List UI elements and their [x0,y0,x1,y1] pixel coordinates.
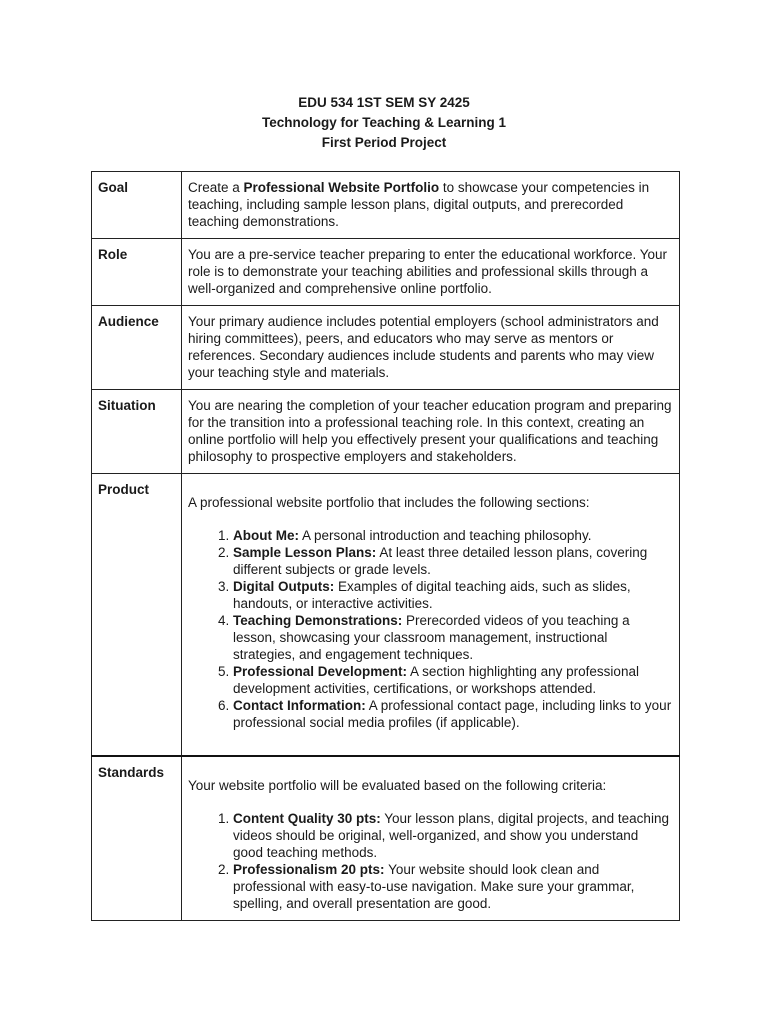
row-content-situation: You are nearing the completion of your teacher education program and preparing for the transition into a professional teaching role. In this context, creating an online portfolio will help you effectively present your qualifications and teaching philosophy to prospective employers and stakeholders. [182,390,680,474]
list-item-text: Examples of digital teaching aids, such as slides, handouts, or interactive activities. [233,579,631,611]
list-item-title: Sample Lesson Plans: [233,545,377,560]
course-code: EDU 534 1ST SEM SY 2425 [298,95,470,110]
table-row-product [92,474,680,757]
course-title: Technology for Teaching & Learning 1 [261,115,507,130]
goal-text-suffix: to showcase your competencies in teaching, including sample lesson plans, digital outputs, and prerecorded teaching demonstrations. [188,180,650,229]
row-label-product: Product [92,474,182,757]
standards-intro: Your website portfolio will be evaluated based on the following criteria: [188,778,607,793]
list-item [233,663,672,697]
table-row-situation [92,390,680,474]
row-label-role: Role [92,239,182,306]
list-item [233,861,672,912]
table-row-role [92,239,680,306]
list-item [233,697,672,731]
list-item-text: At least three detailed lesson plans, covering different subjects or grade levels. [233,545,648,577]
list-item-title: Content Quality 30 pts: [233,811,381,826]
goal-text-bold: Professional Website Portfolio [243,180,440,195]
row-content-product [182,474,680,757]
row-content-goal [182,172,680,239]
list-item-title: Teaching Demonstrations: [233,613,403,628]
list-item [233,810,672,861]
document-header [0,93,768,153]
table-row-standards [92,756,680,921]
list-item-title: About Me: [233,528,299,543]
product-intro: A professional website portfolio that includes the following sections: [188,495,590,510]
table-row-audience [92,306,680,390]
row-content-standards [182,756,680,921]
project-title: First Period Project [321,135,447,150]
list-item-title: Contact Information: [233,698,366,713]
row-content-role: You are a pre-service teacher preparing to enter the educational workforce. Your role is to demonstrate your teaching abilities and professional skills through a well-organized and comprehensive online portfolio. [182,239,680,306]
list-item-text: A section highlighting any professional development activities, certifications, or workshops attended. [233,664,639,696]
goal-text-prefix: Create a [188,180,244,195]
list-item [233,612,672,663]
row-label-situation: Situation [92,390,182,474]
list-item [233,527,672,544]
list-item-title: Professional Development: [233,664,408,679]
standards-criteria-list [188,810,672,912]
list-item-text: A professional contact page, including links to your professional social media profiles (if applicable). [233,698,672,730]
table-row-goal [92,172,680,239]
product-sections-list [188,527,672,731]
list-item [233,544,672,578]
row-label-audience: Audience [92,306,182,390]
grasps-table [91,171,680,921]
list-item [233,578,672,612]
list-item-title: Professionalism 20 pts: [233,862,385,877]
list-item-text: A personal introduction and teaching philosophy. [298,528,592,543]
list-item-text: Prerecorded videos of you teaching a lesson, showcasing your classroom management, instructional strategies, and engagement techniques. [233,613,630,662]
list-item-text: Your website should look clean and professional with easy-to-use navigation. Make sure your grammar, spelling, and overall presentation are good. [233,862,635,911]
list-item-text: Your lesson plans, digital projects, and teaching videos should be original, well-organized, and show you understand good teaching methods. [233,811,669,860]
row-label-goal: Goal [92,172,182,239]
list-item-title: Digital Outputs: [233,579,335,594]
row-label-standards: Standards [92,756,182,921]
row-content-audience: Your primary audience includes potential employers (school administrators and hiring committees), peers, and educators who may serve as mentors or references. Secondary audiences include students and parents who may view your teaching style and materials. [182,306,680,390]
